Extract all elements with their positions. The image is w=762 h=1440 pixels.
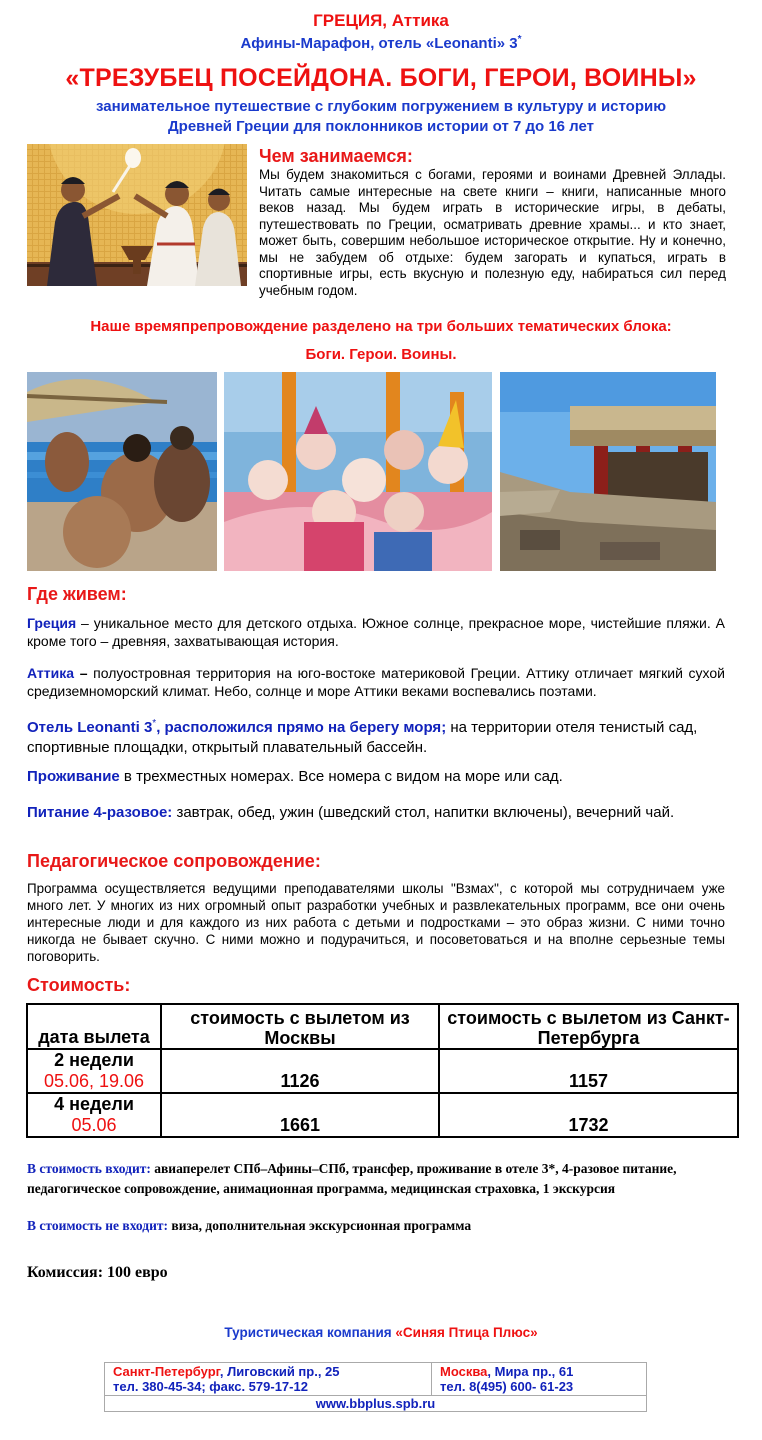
intro-heading: Чем занимаемся:: [259, 146, 413, 166]
attica-text: полуостровная территория на юго-востоке материковой Греции. Аттику отличает мягкий сухой средиземноморский климат. Небо, солнце и море Аттики веками воспевались поэтами.: [27, 665, 725, 699]
header-star-mark: *: [517, 34, 522, 45]
greece-text: – уникальное место для детского отдыха. Южное солнце, прекрасное море, чистейшие пляжи. А кроме того – древняя, захватывающая история.: [27, 615, 725, 649]
included-text: авиаперелет СПб–Афины–СПб, трансфер, проживание в отеле 3*, 4-разовое питание, педагогическое сопровождение, анимационная программа, медицинская страховка, 1 экскурсия: [27, 1161, 677, 1196]
row-duration: 2 недели: [54, 1050, 134, 1070]
page-title: «ТРЕЗУБЕЦ ПОСЕЙДОНА. БОГИ, ГЕРОИ, ВОИНЫ»: [65, 64, 697, 92]
col-date-header: дата вылета: [27, 1004, 161, 1049]
row-duration: 4 недели: [54, 1094, 134, 1114]
row-spb-price: 1157: [439, 1049, 738, 1093]
hotel-star-mark: *: [152, 718, 157, 729]
subtitle-line2: Древней Греции для поклонников истории от 7 до 16 лет: [167, 118, 595, 135]
included-block: [27, 1159, 687, 1198]
ruins-photo: [500, 372, 716, 571]
attica-label: Аттика: [27, 665, 75, 681]
spb-address: , Лиговский пр., 25: [219, 1364, 340, 1379]
pedagogy-heading: Педагогическое сопровождение:: [27, 851, 321, 871]
website-link[interactable]: www.bbplus.spb.ru: [315, 1396, 436, 1411]
header-hotel-name: «Leonanti»: [425, 35, 506, 52]
subtitle-line1: занимательное путешествие с глубоким погружением в культуру и историю: [95, 98, 667, 115]
company-line: [0, 1325, 762, 1340]
food-label: Питание 4-разовое:: [27, 804, 173, 821]
where-living: [27, 768, 725, 785]
children-photo: [224, 372, 492, 571]
msk-city: Москва: [440, 1364, 488, 1379]
row-spb-price: 1732: [439, 1093, 738, 1137]
row-date-cell: [27, 1049, 161, 1093]
row-moscow-price: 1661: [161, 1093, 439, 1137]
pool-photo: [27, 372, 217, 571]
col-moscow-header: стоимость с вылетом из Москвы: [161, 1004, 439, 1049]
contact-msk: [432, 1363, 647, 1396]
attica-dash: –: [74, 665, 94, 681]
greece-label: Греция: [27, 615, 77, 631]
excluded-text: виза, дополнительная экскурсионная программа: [168, 1218, 472, 1233]
blocks-line1: Наше времяпрепровождение разделено на три больших тематических блока:: [90, 318, 672, 335]
msk-address: , Мира пр., 61: [487, 1364, 574, 1379]
intro-text: Мы будем знакомиться с богами, героями и воинами Древней Эллады. Читать самые интересные на свете книги – книги, написанные много веков назад. Мы будем играть в исторические игры, в дебаты, путешествовать по Греции, осматривать древние храмы... и кто знает, может быть, совершим небольшое историческое открытие. Ну и конечно, мы не забудем об отдыхе: будем загорать и купаться, играть в спортивные игры, есть вкусную и полезную еду, набираться сил перед учебным годом.: [259, 167, 726, 298]
company-prefix: Туристическая компания: [224, 1325, 396, 1340]
where-food: [27, 804, 725, 821]
commission: Комиссия: 100 евро: [27, 1264, 168, 1281]
row-dates: 05.06, 19.06: [43, 1071, 145, 1091]
company-name: «Синяя Птица Плюс»: [395, 1325, 538, 1340]
table-row: [27, 1093, 738, 1137]
where-hotel: [27, 714, 725, 758]
contact-table: [104, 1362, 647, 1412]
price-heading: Стоимость:: [27, 975, 131, 995]
row-moscow-price: 1126: [161, 1049, 439, 1093]
excluded-block: [27, 1218, 727, 1234]
row-dates: 05.06: [71, 1115, 117, 1135]
hotel-text: на территории отеля тенистый сад, спортивные площадки, открытый плавательный бассейн.: [27, 719, 698, 756]
header-route: [0, 34, 762, 52]
living-text: в трехместных номерах. Все номера с видом на море или сад.: [119, 768, 563, 785]
header-country: ГРЕЦИЯ, Аттика: [313, 11, 449, 30]
header-hotel-stars: 3: [505, 35, 518, 52]
excluded-label: В стоимость не входит:: [27, 1218, 169, 1233]
food-text: завтрак, обед, ужин (шведский стол, напитки включены), вечерний чай.: [172, 804, 675, 821]
hotel-label-rest: , расположился прямо на берегу моря;: [156, 719, 447, 736]
row-date-cell: [27, 1093, 161, 1137]
spb-city: Санкт-Петербург: [113, 1364, 220, 1379]
blocks-line2: Боги. Герои. Воины.: [305, 346, 457, 363]
where-heading: Где живем:: [27, 584, 127, 604]
contact-spb: [105, 1363, 432, 1396]
spb-phone: тел. 380-45-34; факс. 579-17-12: [113, 1379, 308, 1394]
hotel-label: Отель Leonanti 3: [27, 719, 153, 736]
pedagogy-text: Программа осуществляется ведущими преподавателями школы "Взмах", с которой мы сотрудничаем уже много лет. У многих из них огромный опыт разработки учебных и развлекательных программ, все они очень интересные люди и для каждого из них работа с детьми и подростками – это образ жизни. С ними точно никогда не бывает скучно. С ними можно и подурачиться, и посоветоваться и на вполне серьезные темы поговорить.: [27, 881, 725, 964]
price-header-row: [27, 1004, 738, 1049]
col-spb-header: стоимость с вылетом из Санкт-Петербурга: [439, 1004, 738, 1049]
included-label: В стоимость входит:: [27, 1161, 151, 1176]
price-table: [26, 1003, 739, 1138]
table-row: [27, 1049, 738, 1093]
mosaic-image: [27, 144, 247, 286]
where-greece: [27, 614, 725, 650]
header-route-prefix: Афины-Марафон, отель: [240, 35, 426, 52]
where-attica: [27, 664, 725, 700]
living-label: Проживание: [27, 768, 120, 785]
website-cell: [105, 1396, 647, 1412]
msk-phone: тел. 8(495) 600- 61-23: [440, 1379, 574, 1394]
